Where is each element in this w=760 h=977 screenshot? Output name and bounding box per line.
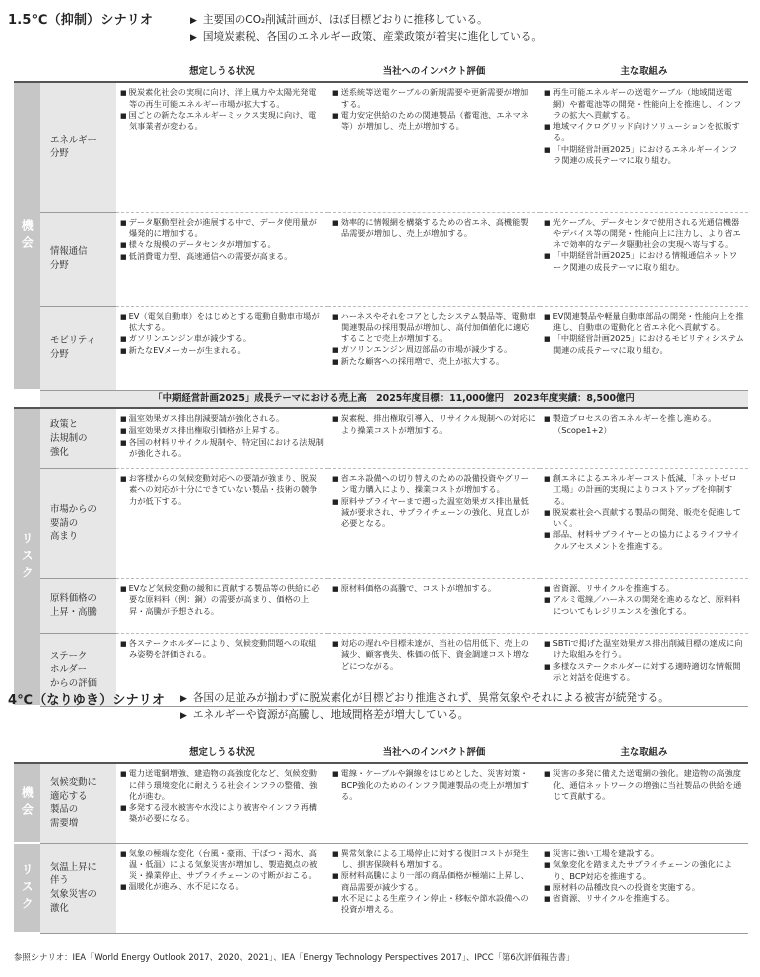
header-situation: 想定しうる状況 [116,62,328,82]
impact-bullet: ■ 送系統等送電ケーブルの新規需要や更新需要が増加する。 [332,87,536,110]
impact-cell [328,212,540,306]
actions-bullet: ■ 部品、材料サプライヤーとの協力によるライフサイクルアセスメントを推進する。 [544,529,744,552]
sales-target: 「中期経営計画2025」成長テーマにおける売上高 2025年度目標：11,000億円 2023年度実績：8,500億円 [40,390,748,408]
impact-bullet: ■ 原材料高騰により一部の商品価格が極端に上昇し、商品需要が減少する。 [332,870,536,893]
corner-cell [40,62,116,82]
field-label: モビリティ 分野 [40,306,116,390]
actions-bullet: ■ 省資源、リサイクルを推進する。 [544,893,744,905]
risk-row [14,408,748,468]
actions-bullet: ■ SBTiで掲げた温室効果ガス排出削減目標の達成に向けた取組みを行う。 [544,638,744,661]
impact-bullet: ■ 電線・ケーブルや銅線をはじめとした、災害対策・BCP強化のためのインフラ関連製品の売上が増加する。 [332,768,536,802]
situation-bullet: ■ 低消費電力型、高速通信への需要が高まる。 [120,251,324,263]
impact-bullet: ■ ハーネスやそれをコアとしたシステム製品等、電動車関連製品の採用製品が増加し、高付加価値化に適応することで売上が増加する。 [332,311,536,345]
actions-bullet: ■ EV関連製品や軽量自動車部品の開発・性能向上を推進し、自動車の電動化と省エネ化へ貢献する。 [544,311,744,334]
situation-bullet: ■ 国ごとの新たなエネルギーミックス実現に向け、電気事業者が変わる。 [120,110,324,133]
scenario-1-bullet: ▶ 国境炭素税、各国のエネルギー政策、産業政策が着実に進化している。 [190,29,542,46]
impact-cell [328,843,540,933]
actions-bullet: ■ 再生可能エネルギーの送電ケーブル（地域間送電網）や蓄電池等の開発・性能向上を推進し、インフラの拡大へ貢献する。 [544,87,744,121]
impact-cell [328,578,540,633]
actions-cell [540,578,748,633]
category-risk: リスク [14,408,40,706]
actions-cell [540,306,748,390]
field-label: 気温上昇に 伴う 気象災害の 激化 [40,843,116,933]
situation-cell [116,408,328,468]
field-label: 政策と 法規制の 強化 [40,408,116,468]
opportunity-row [14,82,748,212]
risk-row [14,843,748,933]
actions-bullet: ■ 製造プロセスの省エネルギーを推し進める。（Scope1+2） [544,413,744,436]
opportunity-row [14,763,748,843]
sales-target-row [14,390,748,408]
actions-bullet: ■ 光ケーブル、データセンタで使用される光通信機器やデバイス等の開発・性能向上に注力し、より省エネで効率的なデータ駆動社会の実現へ寄与する。 [544,217,744,251]
impact-bullet: ■ 原料サプライヤーまで遡った温室効果ガス排出量低減が要求され、サプライチェーンの強化、見直しが必要となる。 [332,496,536,530]
situation-bullet: ■ 温暖化が進み、水不足になる。 [120,881,324,893]
impact-bullet: ■ 炭素税、排出権取引導入、リサイクル規制への対応により操業コストが増加する。 [332,413,536,436]
field-label: 原料価格の 上昇・高騰 [40,578,116,633]
situation-bullet: ■ EVなど気候変動の緩和に貢献する製品等の供給に必要な原料料（例：銅）の需要が高まり、価格の上昇・高騰が予想される。 [120,583,324,617]
impact-bullet: ■ ガソリンエンジン周辺部品の市場が減少する。 [332,344,536,356]
header-situation: 想定しうる状況 [116,743,328,763]
situation-bullet: ■ お客様からの気候変動対応への要請が強まり、脱炭素への対応が十分にできていない製品・技術の競争力が低下する。 [120,473,324,507]
situation-cell [116,763,328,843]
actions-cell [540,408,748,468]
scenario-1-title: 1.5℃（抑制）シナリオ [8,13,154,28]
impact-cell [328,468,540,578]
situation-bullet: ■ 様々な規模のデータセンタが増加する。 [120,239,324,251]
corner-cell [14,62,40,82]
situation-bullet: ■ 各国の材料リサイクル規制や、特定国における法規制が強化される。 [120,437,324,460]
actions-bullet: ■ 地域マイクログリッド向けソリューションを拡販する。 [544,121,744,144]
impact-bullet: ■ 異常気象による工場停止に対する復旧コストが発生し、損害保険料も増加する。 [332,848,536,871]
header-actions: 主な取組み [540,62,748,82]
header-actions: 主な取組み [540,743,748,763]
risk-row [14,578,748,633]
situation-bullet: ■ EV（電気自動車）をはじめとする電動自動車市場が拡大する。 [120,311,324,334]
situation-cell [116,212,328,306]
actions-bullet: ■ 災害の多発に備えた送電網の強化。建造物の高強度化、通信ネットワークの増強に当社製品の供給を通じて貢献する。 [544,768,744,802]
impact-cell [328,306,540,390]
impact-cell [328,82,540,212]
sales-spacer [14,390,40,408]
scenario-2-table [14,743,748,934]
situation-bullet: ■ 電力送電網増強、建造物の高強度化など、気候変動に伴う環境変化に耐えうる社会インフラの整備、強化が進む。 [120,768,324,802]
actions-cell [540,468,748,578]
scenario-1-bullets [190,12,542,46]
actions-bullet: ■ 脱炭素社会へ貢献する製品の開発、販売を促進していく。 [544,507,744,530]
actions-bullet: ■ 原材料の品種改良への投資を実施する。 [544,882,744,894]
situation-bullet: ■ 気象の極端な変化（台風・豪雨、干ばつ・渇水、高温・低温）による気象災害が増加し、製造拠点の被災・操業停止、サプライチェーンの寸断がおこる。 [120,848,324,882]
impact-cell [328,408,540,468]
situation-bullet: ■ 温室効果ガス排出削減要請が強化される。 [120,413,324,425]
actions-bullet: ■ アルミ電線／ハーネスの開発を進めるなど、原料料についてもレジリエンスを強化する。 [544,594,744,617]
field-label: 市場からの 要請の 高まり [40,468,116,578]
field-label: エネルギー 分野 [40,82,116,212]
actions-cell [540,843,748,933]
corner-cell [40,743,116,763]
situation-bullet: ■ 脱炭素化社会の実現に向け、洋上風力や太陽光発電等の再生可能エネルギー市場が拡大する。 [120,87,324,110]
risk-row [14,468,748,578]
scenario-2-bullet: ▶ エネルギーや資源が高騰し、地域間格差が増大している。 [180,707,669,724]
situation-bullet: ■ ガソリンエンジン車が減少する。 [120,333,324,345]
actions-bullet: ■ 「中期経営計画2025」における情報通信ネットワーク関連の成長テーマに取り組む。 [544,250,744,273]
scenario-2-bullet: ▶ 各国の足並みが揃わずに脱炭素化が目標どおり推進されず、異常気象やそれによる被害が続発する。 [180,690,669,707]
situation-cell [116,578,328,633]
opportunity-row [14,212,748,306]
actions-bullet: ■ 災害に強い工場を建設する。 [544,848,744,860]
impact-bullet: ■ 原材料価格の高騰で、コストが増加する。 [332,583,536,595]
field-label: 気候変動に 適応する 製品の 需要増 [40,763,116,843]
impact-bullet: ■ 電力安定供給のための関連製品（蓄電池、エネマネ等）が増加し、売上が増加する。 [332,110,536,133]
footnote: 参照シナリオ：IEA「World Energy Outlook 2017、2020、2021」、IEA「Energy Technology Perspectives 2017」、IPCC「第6次評価報告書」 [14,952,575,962]
opportunity-row [14,306,748,390]
impact-bullet: ■ 対応の遅れや目標未達が、当社の信用低下、売上の減少、顧客喪失、株価の低下、資金調達コスト増などにつながる。 [332,638,536,672]
field-label: 情報通信 分野 [40,212,116,306]
impact-cell [328,763,540,843]
situation-bullet: ■ 多発する浸水被害や水没により被害やインフラ再構築が必要になる。 [120,802,324,825]
actions-bullet: ■ 「中期経営計画2025」におけるモビリティシステム関連の成長テーマに取り組む。 [544,333,744,356]
impact-bullet: ■ 省エネ設備への切り替えのための設備投資やグリーン電力購入により、操業コストが増加する。 [332,473,536,496]
actions-bullet: ■ 気象変化を踏まえたサプライチェーンの強化により、BCP対応を推進する。 [544,859,744,882]
actions-bullet: ■ 多様なステークホルダーに対する適時適切な情報開示と対話を促進する。 [544,661,744,684]
situation-cell [116,843,328,933]
situation-cell [116,82,328,212]
situation-bullet: ■ データ駆動型社会が進展する中で、データ使用量が爆発的に増加する。 [120,217,324,240]
impact-bullet: ■ 新たな顧客への採用増で、売上が拡大する。 [332,356,536,368]
actions-bullet: ■ 省資源、リサイクルを推進する。 [544,583,744,595]
scenario-2-bullets [180,690,669,724]
actions-cell [540,82,748,212]
header-impact: 当社へのインパクト評価 [328,743,540,763]
situation-bullet: ■ 各ステークホルダーにより、気候変動問題への取組み姿勢を評価される。 [120,638,324,661]
category-risk: リスク [14,843,40,933]
actions-bullet: ■ 「中期経営計画2025」におけるエネルギーインフラ関連の成長テーマに取り組む。 [544,144,744,167]
situation-cell [116,306,328,390]
actions-bullet: ■ 創エネによるエネルギーコスト低減、「ネットゼロ工場」の計画的実現によりコストアップを抑制する。 [544,473,744,507]
corner-cell [14,743,40,763]
category-opportunity: 機会 [14,763,40,843]
scenario-1-table [14,62,748,707]
scenario-1-bullet: ▶ 主要国のCO₂削減計画が、ほぼ目標どおりに推移している。 [190,12,542,29]
situation-bullet: ■ 温室効果ガス排出権取引価格が上昇する。 [120,425,324,437]
impact-bullet: ■ 効率的に情報網を構築するための省エネ、高機能製品需要が増加し、売上が増加する。 [332,217,536,240]
actions-cell [540,763,748,843]
field-label: ステーク ホルダー からの評価 [40,633,116,706]
impact-bullet: ■ 水不足による生産ライン停止・移転や節水設備への投資が増える。 [332,893,536,916]
scenario-2-title: 4℃（なりゆき）シナリオ [8,693,166,708]
category-opportunity: 機会 [14,82,40,390]
situation-cell [116,468,328,578]
header-impact: 当社へのインパクト評価 [328,62,540,82]
situation-bullet: ■ 新たなEVメーカーが生まれる。 [120,345,324,357]
actions-cell [540,212,748,306]
